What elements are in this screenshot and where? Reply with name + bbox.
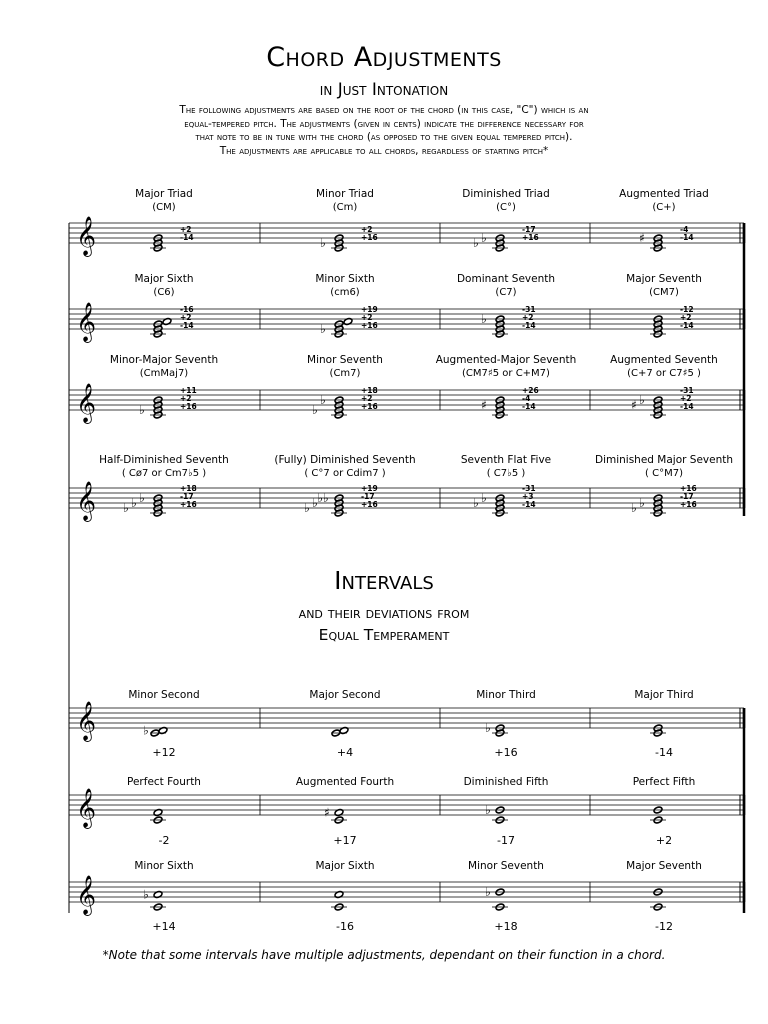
chord-symbol: (C7)	[495, 287, 517, 298]
cent-adjustment: +2	[180, 313, 192, 322]
chord-name: Diminished Triad	[462, 188, 550, 200]
interval-name: Major Third	[634, 689, 694, 701]
accidental-icon: ♭	[320, 393, 326, 407]
interval-name: Major Seventh	[626, 860, 702, 872]
accidental-icon: ♭	[473, 236, 479, 250]
interval-name: Perfect Fourth	[127, 776, 201, 788]
accidental-icon: ♭	[139, 403, 145, 417]
cent-adjustment: -14	[680, 402, 694, 411]
chord-label	[74, 354, 254, 380]
accidental-icon: ♭	[481, 491, 487, 505]
cent-adjustment: +11	[180, 386, 197, 395]
cent-adjustment: -14	[522, 321, 536, 330]
cent-adjustment: +18	[180, 484, 197, 493]
cent-adjustment: -17	[361, 492, 375, 501]
intro-line: The following adjustments are based on the root of the chord (in this case, "C") which is an	[179, 104, 589, 116]
treble-clef-icon: 𝄞	[76, 216, 97, 256]
chord-label	[574, 188, 754, 214]
accidental-icon: ♭	[304, 501, 310, 515]
cent-adjustment: +2	[680, 313, 692, 322]
chord-name: Major Seventh	[626, 273, 702, 285]
interval-name: Minor Second	[128, 689, 200, 701]
footnote: *Note that some intervals have multiple adjustments, dependant on their function in a chord.	[102, 948, 666, 962]
interval-deviation: +14	[152, 920, 176, 933]
cent-adjustment: -17	[522, 225, 536, 234]
interval-deviation: +18	[494, 920, 518, 933]
chord-symbol: (cm6)	[330, 287, 360, 298]
accidental-icon: ♭	[131, 496, 137, 510]
interval-deviation: +16	[494, 746, 518, 759]
accidental-icon: ♭	[312, 403, 318, 417]
accidental-icon: ♭	[481, 231, 487, 245]
accidental-icon: ♭	[639, 496, 645, 510]
chord-label	[416, 354, 596, 380]
treble-clef-icon: 𝄞	[76, 481, 97, 521]
chord-name: Major Triad	[135, 188, 193, 200]
chord-symbol: (Cm7)	[329, 368, 361, 379]
cent-adjustment: +16	[361, 321, 378, 330]
cent-adjustment: +16	[361, 402, 378, 411]
chord-label	[416, 273, 596, 299]
interval-name: Augmented Fourth	[295, 776, 395, 788]
intro-line: equal-tempered pitch. The adjustments (given in cents) indicate the difference necessary for	[184, 117, 584, 130]
accidental-icon: ♭	[320, 236, 326, 250]
chord-name: Minor Triad	[316, 188, 374, 200]
chord-name: Minor Sixth	[315, 273, 375, 285]
intervals-subtitle: and their deviations from	[298, 604, 470, 622]
chord-label	[416, 454, 596, 480]
cent-adjustment: -16	[180, 305, 194, 314]
chord-name: Augmented-Major Seventh	[435, 354, 577, 366]
chord-label	[255, 273, 435, 299]
cent-adjustment: +2	[680, 394, 692, 403]
accidental-icon: ♭	[139, 491, 145, 505]
interval-name: Perfect Fifth	[632, 776, 696, 788]
accidental-icon: ♯	[324, 805, 330, 820]
chord-label	[574, 454, 754, 480]
chord-name: Augmented Seventh	[610, 354, 718, 366]
interval-deviation: -17	[497, 834, 515, 847]
chord-label	[574, 354, 754, 380]
interval-deviation: +12	[152, 746, 176, 759]
cent-adjustment: +16	[180, 500, 197, 509]
interval-deviation: -14	[655, 746, 673, 759]
chord-name: Minor-Major Seventh	[109, 354, 219, 366]
treble-clef-icon: 𝄞	[76, 788, 97, 828]
chord-label	[74, 188, 254, 214]
interval-deviation: -12	[655, 920, 673, 933]
chord-label	[255, 188, 435, 214]
accidental-icon: ♭	[143, 887, 149, 902]
cent-adjustment: +18	[361, 386, 378, 395]
cent-adjustment: +16	[680, 484, 697, 493]
cent-adjustment: +16	[180, 402, 197, 411]
cent-adjustment: +2	[361, 225, 373, 234]
accidental-icon: ♭	[485, 721, 491, 735]
cent-adjustment: +16	[522, 233, 539, 242]
interval-deviation: -16	[336, 920, 354, 933]
chord-symbol: (Cm)	[332, 202, 358, 213]
accidental-icon: ♯	[481, 398, 487, 412]
chord-symbol: ( Cø7 or Cm7♭5 )	[121, 468, 207, 479]
chord-name: Minor Seventh	[307, 354, 383, 366]
cent-adjustment: -12	[680, 305, 694, 314]
treble-clef-icon: 𝄞	[76, 701, 97, 741]
chord-name: Diminished Major Seventh	[594, 454, 734, 466]
interval-name: Major Second	[309, 689, 381, 701]
accidental-icon: ♭♭	[317, 491, 329, 505]
accidental-icon: ♯	[631, 398, 637, 412]
chord-label	[74, 273, 254, 299]
chord-symbol: ( C°M7)	[645, 468, 683, 479]
chord-name: Dominant Seventh	[456, 273, 556, 285]
chord-symbol: (C+)	[652, 202, 676, 213]
chord-symbol: ( C°7 or Cdim7 )	[304, 468, 386, 479]
chord-name: Seventh Flat Five	[460, 454, 552, 466]
chord-label	[255, 454, 435, 480]
page-title: Chord Adjustments	[266, 42, 502, 73]
treble-clef-icon: 𝄞	[76, 383, 97, 423]
cent-adjustment: +2	[361, 313, 373, 322]
intro-line: that note to be in tune with the chord (as opposed to the given equal tempered pitch).	[195, 131, 573, 143]
chord-symbol: (CM7)	[649, 287, 679, 298]
cent-adjustment: -4	[680, 225, 689, 234]
cent-adjustment: -4	[522, 394, 531, 403]
cent-adjustment: +16	[680, 500, 697, 509]
cent-adjustment: +16	[361, 500, 378, 509]
cent-adjustment: +16	[361, 233, 378, 242]
chord-symbol: (C+7 or C7♯5 )	[627, 368, 701, 379]
interval-deviation: -2	[158, 834, 170, 847]
chord-name: Half-Diminished Seventh	[99, 454, 229, 466]
cent-adjustment: +19	[361, 484, 378, 493]
cent-adjustment: +19	[361, 305, 378, 314]
cent-adjustment: -14	[180, 321, 194, 330]
intervals-subtitle-2: Equal Temperament	[318, 626, 450, 644]
chord-label	[416, 188, 596, 214]
interval-deviation: +4	[336, 746, 354, 759]
interval-name: Minor Seventh	[468, 860, 544, 872]
chord-symbol: (CM7♯5 or C+M7)	[462, 368, 550, 379]
cent-adjustment: -14	[522, 402, 536, 411]
accidental-icon: ♭	[312, 496, 318, 510]
accidental-icon: ♭	[320, 322, 326, 336]
accidental-icon: ♭	[639, 393, 645, 407]
cent-adjustment: -14	[680, 233, 694, 242]
treble-clef-icon: 𝄞	[76, 302, 97, 342]
accidental-icon: ♭	[473, 496, 479, 510]
cent-adjustment: -31	[680, 386, 694, 395]
cent-adjustment: +2	[180, 225, 192, 234]
cent-adjustment: +3	[522, 492, 534, 501]
accidental-icon: ♭	[481, 312, 487, 326]
interval-deviation: +17	[333, 834, 357, 847]
accidental-icon: ♭	[123, 501, 129, 515]
chord-symbol: (CM)	[152, 202, 176, 213]
chord-symbol: (CmMaj7)	[139, 368, 189, 379]
cent-adjustment: -31	[522, 484, 536, 493]
chord-symbol: (C°)	[496, 202, 516, 213]
accidental-icon: ♯	[639, 231, 645, 245]
chord-symbol: (C6)	[153, 287, 175, 298]
cent-adjustment: -14	[680, 321, 694, 330]
cent-adjustment: -31	[522, 305, 536, 314]
cent-adjustment: -17	[680, 492, 694, 501]
accidental-icon: ♭	[143, 723, 149, 738]
interval-name: Minor Sixth	[134, 860, 194, 872]
cent-adjustment: -14	[180, 233, 194, 242]
accidental-icon: ♭	[485, 803, 491, 817]
accidental-icon: ♭	[631, 501, 637, 515]
cent-adjustment: -14	[522, 500, 536, 509]
cent-adjustment: +2	[180, 394, 192, 403]
chord-label	[74, 454, 254, 480]
cent-adjustment: +2	[522, 313, 534, 322]
cent-adjustment: +26	[522, 386, 539, 395]
interval-name: Minor Third	[476, 689, 536, 701]
cent-adjustment: +2	[361, 394, 373, 403]
chord-name: (Fully) Diminished Seventh	[274, 454, 416, 466]
chord-name: Major Sixth	[134, 273, 194, 285]
chord-label	[574, 273, 754, 299]
intervals-title: Intervals	[334, 566, 434, 595]
interval-name: Diminished Fifth	[463, 776, 549, 788]
chord-label	[255, 354, 435, 380]
chord-name: Augmented Triad	[619, 188, 709, 200]
cent-adjustment: -17	[180, 492, 194, 501]
accidental-icon: ♭	[485, 885, 491, 899]
interval-deviation: +2	[655, 834, 673, 847]
interval-name: Major Sixth	[315, 860, 375, 872]
intro-line: The adjustments are applicable to all chords, regardless of starting pitch*	[219, 144, 549, 157]
chord-symbol: ( C7♭5 )	[486, 468, 526, 479]
treble-clef-icon: 𝄞	[76, 875, 97, 915]
page-subtitle: in Just Intonation	[319, 80, 449, 100]
